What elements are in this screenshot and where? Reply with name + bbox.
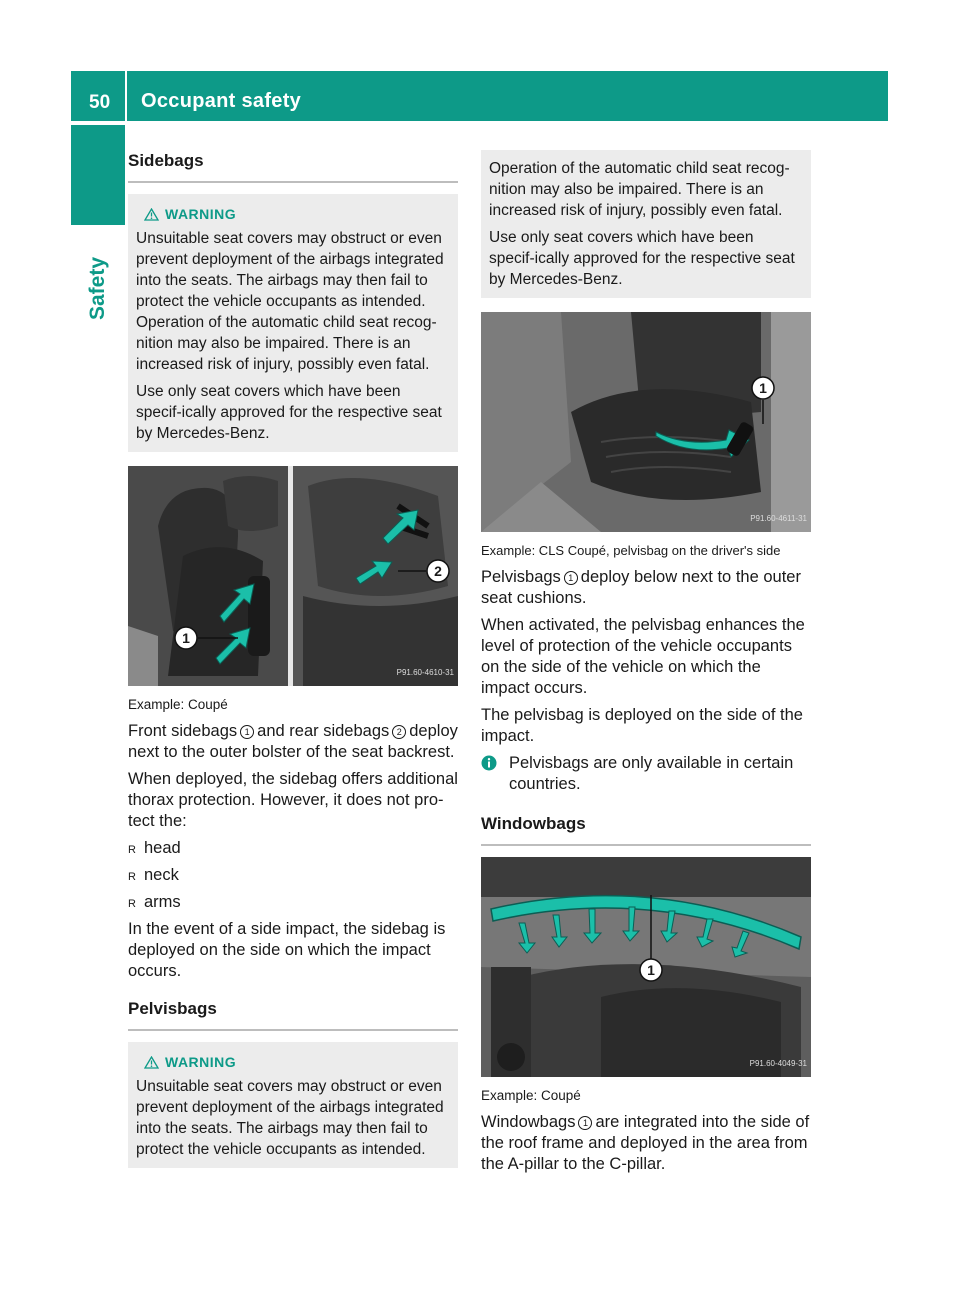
windowbag-caption: Example: Coupé — [481, 1088, 581, 1103]
pelvisbags-warning-continued — [481, 150, 811, 298]
warning-heading — [144, 204, 450, 225]
warning-label: WARNING — [165, 206, 237, 222]
right-column — [481, 150, 811, 1181]
body-text: Front sidebags 1 and rear sidebags 2 deploy next to the outer bolster of the seat backrest. — [128, 722, 458, 761]
side-tab-label: Safety — [86, 256, 109, 320]
info-text: Pelvisbags are only available in certain countries. — [509, 754, 794, 793]
header-divider — [125, 71, 127, 121]
warning-label: WARNING — [165, 1054, 237, 1070]
pelvisbag-caption: Example: CLS Coupé, pelvisbag on the driver's side — [481, 543, 781, 558]
sidebags-caption: Example: Coupé — [128, 697, 228, 712]
page-number: 50 — [89, 92, 111, 113]
callout-2: 2 — [392, 725, 406, 739]
body-text: When deployed, the sidebag offers additional thorax protection. However, it does not pro-tect the: — [128, 770, 458, 830]
body-text: When activated, the pelvisbag enhances the level of protection of the vehicle occupants on the side of the vehicle on which the impact occurs. — [481, 616, 805, 697]
page-title: Occupant safety — [141, 90, 302, 112]
image-marker-1: 1 — [759, 380, 767, 396]
image-code: P91.60-4610-31 — [396, 668, 454, 677]
warning-heading — [144, 1052, 450, 1073]
warning-text: Use only seat covers which have been specif-ically approved for the respective seat by Mercedes-Benz. — [136, 383, 442, 442]
side-tab-block — [71, 125, 125, 225]
info-icon — [481, 755, 497, 771]
list-item: R head — [128, 839, 181, 857]
list-item: R neck — [128, 866, 179, 884]
body-text: Pelvisbags 1 deploy below next to the outer seat cushions. — [481, 568, 801, 607]
image-code: P91.60-4611-31 — [750, 514, 807, 523]
info-note — [481, 753, 811, 795]
sidebags-title: Sidebags — [128, 150, 458, 183]
body-text: The pelvisbag is deployed on the side of the impact. — [481, 706, 803, 745]
image-marker-1: 1 — [647, 962, 655, 978]
pelvisbag-illustration — [481, 312, 811, 532]
warning-triangle-icon — [144, 208, 159, 221]
windowbag-illustration — [481, 857, 811, 1077]
sidebags-illustration — [128, 466, 458, 686]
sidebags-warning-box — [128, 194, 458, 452]
image-code: P91.60-4049-31 — [749, 1059, 807, 1068]
list-item: R arms — [128, 893, 181, 911]
callout-1: 1 — [564, 571, 578, 585]
pelvisbags-title: Pelvisbags — [128, 998, 458, 1031]
callout-1: 1 — [240, 725, 254, 739]
warning-text: Use only seat covers which have been specif-ically approved for the respective seat by Mercedes-Benz. — [489, 229, 795, 288]
warning-text: Unsuitable seat covers may obstruct or even prevent deployment of the airbags integrated into the seats. The airbags may then fail to protect the vehicle occupants as intended. Operation of the automatic child seat recog-nition may also be impaired. There is an increased risk of injury, possibly even fatal. — [136, 230, 444, 373]
image-marker-1: 1 — [182, 630, 190, 646]
body-text: Windowbags 1 are integrated into the side of the roof frame and deployed in the area from the A-pillar to the C-pillar. — [481, 1113, 810, 1173]
warning-text: Operation of the automatic child seat recog-nition may also be impaired. There is an increased risk of injury, possibly even fatal. — [489, 160, 790, 219]
callout-1: 1 — [578, 1116, 592, 1130]
pelvisbags-warning-box — [128, 1042, 458, 1168]
image-marker-2: 2 — [434, 563, 442, 579]
left-column — [128, 150, 458, 1182]
warning-text: Unsuitable seat covers may obstruct or even prevent deployment of the airbags integrated into the seats. The airbags may then fail to protect the vehicle occupants as intended. — [136, 1078, 444, 1158]
body-text: In the event of a side impact, the sidebag is deployed on the side on which the impact occurs. — [128, 920, 446, 980]
windowbags-title: Windowbags — [481, 813, 811, 846]
warning-triangle-icon — [144, 1056, 159, 1069]
